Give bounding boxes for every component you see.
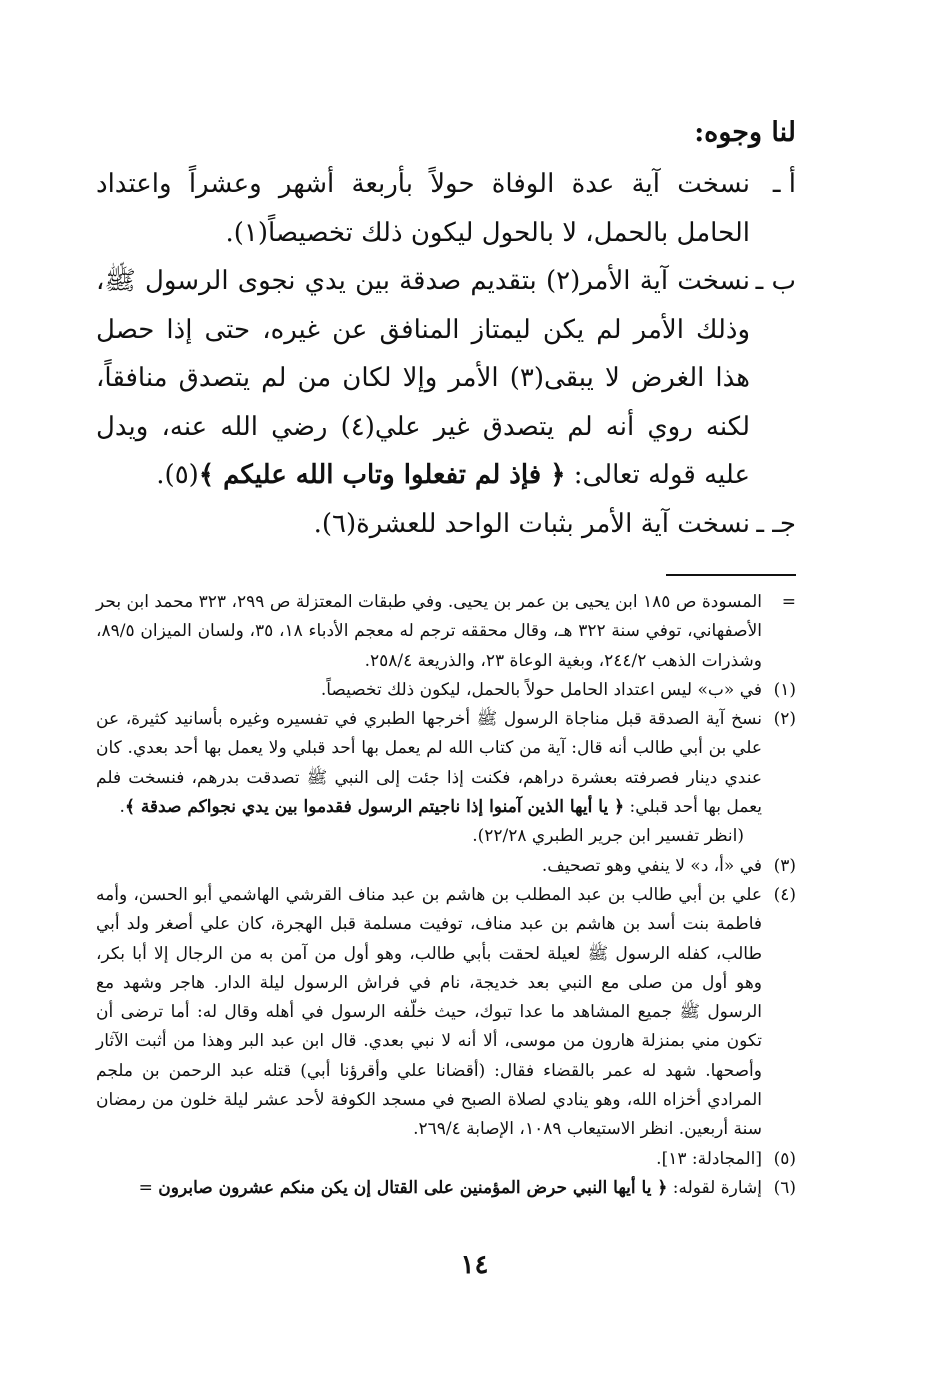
footnote-body	[96, 1174, 762, 1203]
footnote-marker: (٣)	[773, 855, 796, 876]
footnote-text: نسخ آية الصدقة قبل مناجاة الرسول ﷺ أخرجها الطبري في تفسيره وغيره بأسانيد كثيرة، عن علي بن أبي طالب أنه قال: آية من كتاب الله لم يعمل بها أحد قبلي ولا يعمل بها أحد بعدي. كان عندي دينار فصرفته بعشرة دراهم، فكنت إذا جئت إلى النبي ﷺ تصدقت بدرهم، فنسخت فلم يعمل بها أحد قبلي:	[96, 709, 762, 818]
footnote-text: في «أ، د» لا ينفي وهو تصحيف.	[541, 855, 762, 876]
footnote-marker: (٤)	[773, 884, 796, 905]
footnote-text: إشارة لقوله:	[667, 1177, 762, 1198]
item-text: نسخت آية الأمر بثبات الواحد للعشرة(٦).	[313, 508, 750, 539]
footnote-end: .	[119, 797, 125, 818]
footnote-marker: (٢)	[773, 709, 796, 730]
item-text: نسخت آية عدة الوفاة حولاً بأربعة أشهر وعشراً واعتداد الحامل بالحمل، لا بالحول ليكون ذلك تخصيصاً(١).	[96, 169, 750, 248]
footnote-6	[96, 1174, 796, 1203]
footnote-end: =	[138, 1177, 159, 1198]
footnote-marker: (٥)	[773, 1148, 796, 1169]
section-heading: لنا وجوه:	[694, 117, 796, 148]
main-item-c	[96, 500, 796, 549]
footnote-text: [المجادلة: ١٣].	[656, 1148, 762, 1169]
quran-quote: ﴿ يا أيها النبي حرض المؤمنين على القتال إن يكن منكم عشرون صابرون	[158, 1177, 668, 1198]
item-text: نسخت آية الأمر(٢) بتقديم صدقة بين يدي نجوى الرسول ﷺ، وذلك الأمر لم يكن ليمتاز المنافق عن غيره، حتى إذا حصل هذا الغرض لا يبقى(٣) الأمر وإلا لكان من لم يتصدق منافقاً، لكنه روي أنه لم يتصدق غير علي(٤) رضي الله عنه، ويدل عليه قوله تعالى:	[96, 266, 750, 490]
footnote-marker: (٦)	[773, 1177, 796, 1198]
item-marker: جـ ـ	[756, 508, 796, 539]
item-marker: أ ـ	[772, 169, 796, 199]
item-end: (٥).	[156, 460, 199, 490]
footnote-3	[96, 852, 796, 881]
footnote-1	[96, 676, 796, 705]
footnote-4	[96, 881, 796, 1145]
footnote-2-reference	[96, 822, 796, 851]
main-item-b	[96, 257, 796, 500]
page-content	[96, 110, 796, 1203]
footnote-text: في «ب» ليس اعتداد الحامل حولاً بالحمل، ليكون ذلك تخصيصاً.	[320, 679, 762, 700]
quran-quote: ﴿ يا أيها الذين آمنوا إذا ناجيتم الرسول فقدموا بين يدي نجواكم صدقة ﴾	[124, 797, 625, 818]
item-body	[96, 257, 750, 500]
footnote-marker: (١)	[773, 679, 796, 700]
footnotes	[96, 588, 796, 1203]
footnote-text: (انظر تفسير ابن جرير الطبري ٢٢/٢٨).	[472, 826, 744, 847]
footnote-text: علي بن أبي طالب بن عبد المطلب بن هاشم بن عبد مناف القرشي الهاشمي أبو الحسن، وأمه فاطمة بنت أسد بن هاشم بن عبد مناف، توفيت مسلمة قبل الهجرة، كان علي أصغر ولد أبي طالب، كفله الرسول ﷺ لعيلة لحقت بأبي طالب، وهو أول من آمن به من الرجال إلا أبا بكر، وهو أول من صلى مع النبي بعد خديجة، نام في فراش الرسول ليلة الدار. هاجر وشهد مع الرسول ﷺ جميع المشاهد ما عدا تبوك، حيث خلّفه الرسول في أهله وقال له: أما ترضى أن تكون مني بمنزلة هارون من موسى، ألا أنه لا نبي بعدي. قال ابن عبد البر وهذا من أثبت الآثار وأصحها. شهد له عمر بالقضاء فقال: (أقضانا علي وأقرؤنا أبي) قتله عبد الرحمن بن ملجم المرادي أخزاه الله، وهو ينادي لصلاة الصبح في مسجد الكوفة لأحد عشر ليلة خلون من رمضان سنة أربعين. انظر الاستيعاب ١٠٨٩، الإصابة ٢٦٩/٤.	[96, 884, 762, 1140]
footnote-marker: =	[781, 592, 796, 612]
footnote-5	[96, 1145, 796, 1174]
footnote-body	[96, 705, 762, 822]
item-marker: ب ـ	[755, 266, 796, 296]
footnote-divider	[666, 574, 796, 576]
quran-quote: ﴿ فإذ لم تفعلوا وتاب الله عليكم ﴾	[198, 460, 566, 490]
main-item-a	[96, 160, 796, 257]
footnote-2	[96, 705, 796, 822]
footnote-continuation	[96, 588, 796, 676]
page-number: ١٤	[460, 1250, 489, 1280]
footnote-text: المسودة ص ١٨٥ ابن يحيى بن عمر بن يحيى. وفي طبقات المعتزلة ص ٢٩٩، ٣٢٣ محمد ابن بحر الأصفهاني، توفي سنة ٣٢٢ هـ، وقال محققه ترجم له معجم الأدباء ١٨، ٣٥، ولسان الميزان ٨٩/٥، وشذرات الذهب ٢٤٤/٢، وبغية الوعاة ٢٣، والذريعة ٢٥٨/٤.	[96, 592, 762, 671]
